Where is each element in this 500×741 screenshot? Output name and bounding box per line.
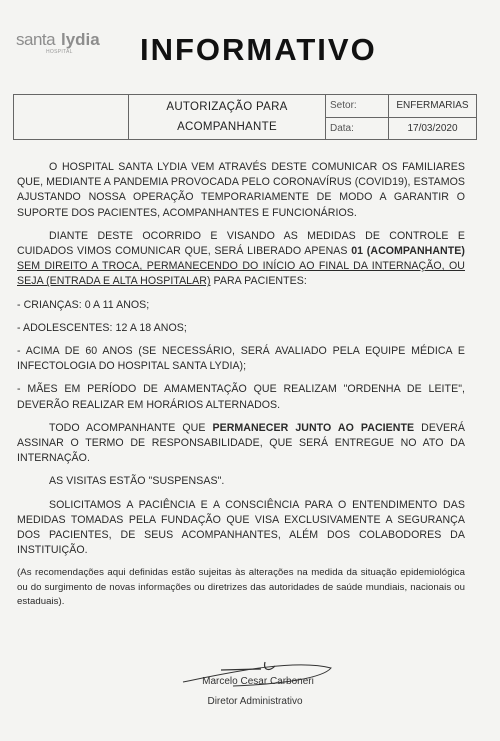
signatory-name: Marcelo Cesar Carboneri [202,676,314,687]
p3-bold: PERMANECER JUNTO AO PACIENTE [212,421,415,434]
paragraph-request: SOLICITAMOS A PACIÊNCIA E A CONSCIÊNCIA PARA O ENTENDIMENTO DAS MEDIDAS TOMADAS PELA FUNDAÇÃO QUE VISA EXCLUSIVAMENTE A SEGURANÇA DOS PACIENTES, DE SEUS ACOMPANHANTES, ALÉM DOS COLABODORES DA INSTITUIÇÃO. [17,498,465,557]
list-item-elderly: - ACIMA DE 60 ANOS (SE NECESSÁRIO, SERÁ AVALIADO PELA EQUIPE MÉDICA E INFECTOLOGIA DO HOSPITAL SANTA LYDIA); [17,345,465,373]
paragraph-intro: O HOSPITAL SANTA LYDIA VEM ATRAVÉS DESTE COMUNICAR OS FAMILIARES QUE, MEDIANTE A PANDEMIA PROVOCADA PELO CORONAVÍRUS (COVID19), ESTAMOS AJUSTANDO NOSSA OPERAÇÃO TEMPORARIAMENTE DE MODO A GARANTIR O SUPORTE DOS PACIENTES, ACOMPANHANTES E FUNCIONÁRIOS. [17,161,465,219]
subject-line-1: AUTORIZAÇÃO PARA [166,101,288,113]
p2-underlined-rule: SEM DIREITO A TROCA, PERMANECENDO DO INÍCIO AO FINAL DA INTERNAÇÃO, OU SEJA (ENTRADA E ALTA HOSPITALAR) [17,260,465,288]
date-label: Data: [326,117,389,140]
p3-text-a: TODO ACOMPANHANTE QUE [49,421,213,434]
subject-line-2: ACOMPANHANTE [177,121,277,133]
list-item-adolescents: - ADOLESCENTES: 12 A 18 ANOS; [17,321,187,334]
logo-lydia-text: lydia [61,30,100,49]
paragraph-responsibility [17,421,465,467]
list-item-children: - CRIANÇAS: 0 A 11 ANOS; [17,298,150,311]
date-value: 17/03/2020 [389,117,477,140]
paragraph-companion-rule [17,229,465,290]
p2-text-d: PARA PACIENTES: [210,275,307,288]
header-table [13,94,477,140]
header-blank-cell [14,95,129,140]
document-body [17,160,465,618]
list-item-mothers: - MÃES EM PERÍODO DE AMAMENTAÇÃO QUE REALIZAM "ORDENHA DE LEITE", DEVERÃO REALIZAR EM HORÁRIOS ALTERNADOS. [17,383,465,411]
p2-text-a: DIANTE DESTE OCORRIDO E VISANDO AS MEDIDAS DE CONTROLE E CUIDADOS VIMOS COMUNICAR QUE, SERÁ LIBERADO APENAS [17,229,465,258]
paragraph-visits: AS VISITAS ESTÃO "SUSPENSAS". [49,475,225,488]
logo-hospital-text: HOSPITAL [46,49,73,55]
header-subject-cell [129,95,326,140]
page-title: INFORMATIVO [140,32,377,67]
sector-value: ENFERMARIAS [389,95,477,118]
logo-santa-text: santa [16,30,56,49]
sector-label: Setor: [326,95,389,118]
p2-bold-count: 01 (ACOMPANHANTE) [351,245,465,258]
signatory-role: Diretor Administrativo [207,696,303,707]
footnote-recommendations: (As recomendações aqui definidas estão sujeitas às alterações na medida da situação epidemiológica ou do surgimento de novas informações ou diretrizes das autoridades de saúde mundiais, nacionais ou estaduais). [17,567,465,608]
p3-text-c: DEVERÁ ASSINAR O TERMO DE RESPONSABILIDADE, QUE SERÁ ENTREGUE NO ATO DA INTERNAÇÃO. [17,421,465,465]
